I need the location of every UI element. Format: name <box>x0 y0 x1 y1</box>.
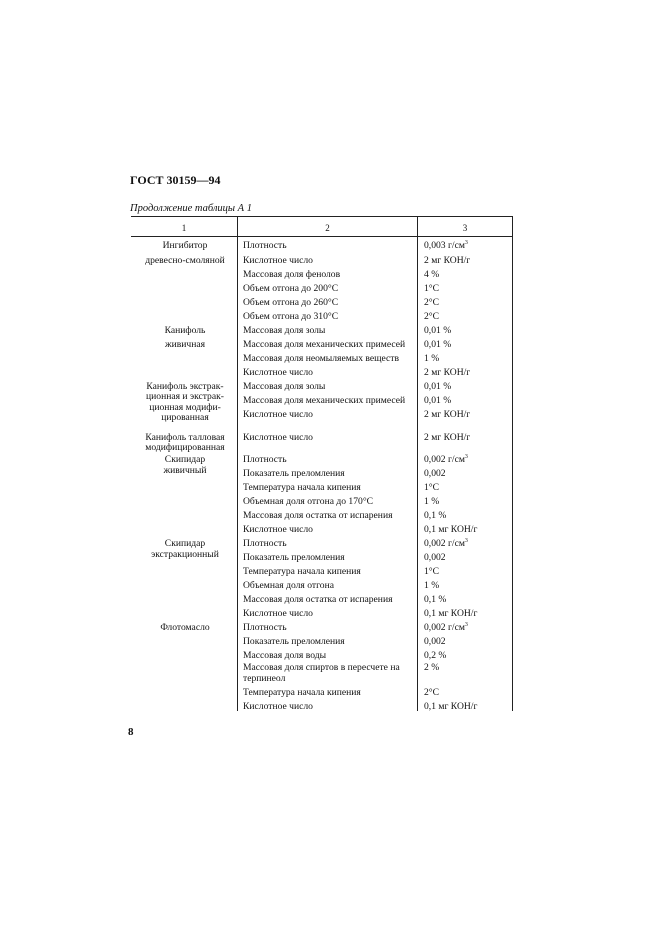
product-name-line: Ингибитор <box>162 240 208 251</box>
parameter-cell: Массовая доля механических примесей <box>243 395 406 406</box>
parameter-cell: Объемная доля отгона до 170°С <box>243 496 374 507</box>
value-text: 0,01 % <box>424 395 452 406</box>
value-text: 0,002 г/см <box>424 538 465 549</box>
parameter-cell: Кислотное число <box>243 701 313 712</box>
column-header-1: 1 <box>181 223 187 233</box>
parameter-cell: Кислотное число <box>243 608 313 619</box>
product-name-line: Канифоль <box>164 325 206 336</box>
parameter-cell: Массовая доля золы <box>243 325 326 336</box>
value-cell <box>424 395 451 406</box>
parameter-cell: Кислотное число <box>243 367 313 378</box>
value-text: 2 мг КОН/г <box>424 409 471 420</box>
value-text: 1 % <box>424 496 440 507</box>
table-top-rule <box>131 216 513 217</box>
value-cell <box>424 297 439 308</box>
product-name-line: древесно-смоляной <box>145 255 225 266</box>
value-cell <box>424 482 439 493</box>
parameter-cell: Объем отгона до 260°С <box>243 297 339 308</box>
value-text: 0,1 мг КОН/г <box>424 608 478 619</box>
parameter-cell: Массовая доля механических примесей <box>243 339 406 350</box>
document-title: ГОСТ 30159—94 <box>130 173 221 187</box>
value-cell <box>424 311 439 322</box>
value-text: 0,01 % <box>424 381 452 392</box>
unit-exponent: 3 <box>464 621 468 628</box>
page-number: 8 <box>128 726 134 738</box>
value-text: 4 % <box>424 269 440 280</box>
parameter-cell: Показатель преломления <box>243 468 345 479</box>
value-text: 2 мг КОН/г <box>424 432 471 443</box>
value-cell <box>424 255 470 266</box>
product-name-line: экстракционный <box>151 549 219 560</box>
value-cell <box>424 432 470 443</box>
column-header-2: 2 <box>325 223 330 233</box>
value-text: 0,002 г/см <box>424 622 465 633</box>
value-cell <box>424 339 451 350</box>
value-text: 2 мг КОН/г <box>424 367 471 378</box>
product-name-line: Скипидар <box>164 454 206 465</box>
parameter-cell: Плотность <box>243 240 287 251</box>
product-name-line: цированная <box>161 412 209 423</box>
parameter-cell: Кислотное число <box>243 409 313 420</box>
parameter-cell: Показатель преломления <box>243 552 345 563</box>
value-text: 0,2 % <box>424 650 447 661</box>
value-cell <box>424 622 468 633</box>
value-cell <box>424 538 468 549</box>
value-cell <box>424 468 446 479</box>
value-cell <box>424 367 470 378</box>
parameter-cell: Температура начала кипения <box>243 482 361 493</box>
parameter-cell: Кислотное число <box>243 432 313 443</box>
parameter-cell: Массовая доля воды <box>243 650 327 661</box>
value-cell <box>424 566 439 577</box>
value-text: 2°С <box>424 297 440 308</box>
table-caption: Продолжение таблицы А 1 <box>130 203 252 214</box>
value-cell <box>424 524 477 535</box>
column-divider-2 <box>417 216 418 711</box>
parameter-line: терпинеол <box>243 673 286 684</box>
value-text: 0,003 г/см <box>424 240 465 251</box>
value-cell <box>424 662 439 673</box>
value-cell <box>424 510 446 521</box>
parameter-cell: Массовая доля неомыляемых веществ <box>243 353 400 364</box>
value-text: 1°С <box>424 482 440 493</box>
parameter-cell: Массовая доля золы <box>243 381 326 392</box>
value-text: 0,1 % <box>424 510 447 521</box>
product-name-line: Скипидар <box>164 538 206 549</box>
value-cell <box>424 283 439 294</box>
value-cell <box>424 608 477 619</box>
parameter-cell: Массовая доля остатка от испарения <box>243 594 393 605</box>
value-cell <box>424 687 439 698</box>
value-cell <box>424 353 439 364</box>
product-name-line: модифицированная <box>145 442 225 453</box>
parameter-cell: Объемная доля отгона <box>243 580 334 591</box>
parameter-cell: Температура начала кипения <box>243 687 361 698</box>
value-text: 2°С <box>424 311 440 322</box>
value-cell <box>424 650 446 661</box>
parameter-cell: Кислотное число <box>243 524 313 535</box>
value-text: 1 % <box>424 353 440 364</box>
value-text: 2 мг КОН/г <box>424 255 471 266</box>
value-text: 0,002 <box>424 468 446 479</box>
value-cell <box>424 454 468 465</box>
value-cell <box>424 552 446 563</box>
product-name-line: Канифоль экстрак- <box>146 381 224 392</box>
product-name-line: Канифоль талловая <box>145 432 225 443</box>
value-text: 0,01 % <box>424 339 452 350</box>
value-cell <box>424 381 451 392</box>
value-cell <box>424 496 439 507</box>
parameter-cell: Плотность <box>243 538 287 549</box>
product-name-line: Флотомасло <box>160 622 210 633</box>
value-text: 1 % <box>424 580 440 591</box>
parameter-cell: Объем отгона до 200°С <box>243 283 339 294</box>
value-text: 0,1 мг КОН/г <box>424 524 478 535</box>
unit-exponent: 3 <box>464 453 468 460</box>
parameter-cell <box>243 662 400 684</box>
value-text: 0,002 <box>424 552 446 563</box>
value-text: 0,01 % <box>424 325 452 336</box>
column-header-3: 3 <box>462 223 468 233</box>
parameter-line: Массовая доля спиртов в пересчете на <box>243 662 400 673</box>
value-cell <box>424 701 477 712</box>
parameter-cell: Плотность <box>243 622 287 633</box>
value-text: 0,002 г/см <box>424 454 465 465</box>
parameter-cell: Показатель преломления <box>243 636 345 647</box>
value-text: 1°С <box>424 566 440 577</box>
value-cell <box>424 325 451 336</box>
parameter-cell: Массовая доля остатка от испарения <box>243 510 393 521</box>
parameter-cell: Кислотное число <box>243 255 313 266</box>
value-text: 0,1 мг КОН/г <box>424 701 478 712</box>
product-name-line: живичная <box>164 339 206 350</box>
value-cell <box>424 269 439 280</box>
value-cell <box>424 240 468 251</box>
value-cell <box>424 636 446 647</box>
value-cell <box>424 409 470 420</box>
product-name-line: ционная модифи- <box>149 402 221 413</box>
value-text: 1°С <box>424 283 440 294</box>
parameter-cell: Объем отгона до 310°С <box>243 311 339 322</box>
value-cell <box>424 594 446 605</box>
value-text: 2 % <box>424 662 440 673</box>
parameter-cell: Массовая доля фенолов <box>243 269 341 280</box>
unit-exponent: 3 <box>464 239 468 246</box>
parameter-cell: Плотность <box>243 454 287 465</box>
value-text: 2°С <box>424 687 440 698</box>
product-name-line: живичный <box>163 465 207 476</box>
parameter-cell: Температура начала кипения <box>243 566 361 577</box>
column-divider-right <box>512 216 513 711</box>
column-divider-1 <box>237 216 238 711</box>
value-text: 0,002 <box>424 636 446 647</box>
unit-exponent: 3 <box>464 537 468 544</box>
value-cell <box>424 580 439 591</box>
value-text: 0,1 % <box>424 594 447 605</box>
product-name-line: ционная и экстрак- <box>146 391 224 402</box>
table-header-rule <box>131 236 513 237</box>
